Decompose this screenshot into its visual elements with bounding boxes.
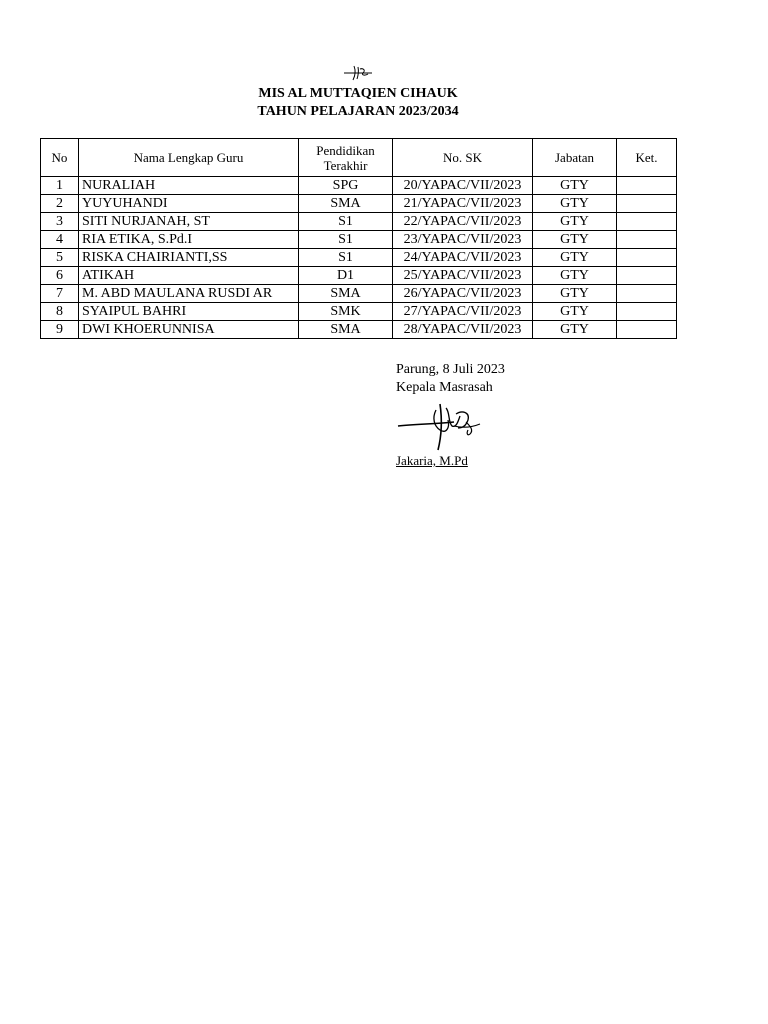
- cell-position: GTY: [533, 267, 617, 285]
- cell-education: SMK: [299, 303, 393, 321]
- cell-note: [617, 249, 677, 267]
- cell-name: YUYUHANDI: [79, 195, 299, 213]
- cell-no: 5: [41, 249, 79, 267]
- cell-position: GTY: [533, 213, 617, 231]
- cell-sk: 21/YAPAC/VII/2023: [393, 195, 533, 213]
- cell-note: [617, 267, 677, 285]
- header-education-line1: Pendidikan: [316, 142, 375, 158]
- cell-name: SYAIPUL BAHRI: [79, 303, 299, 321]
- cell-sk: 25/YAPAC/VII/2023: [393, 267, 533, 285]
- header-note: Ket.: [617, 139, 677, 177]
- cell-education: SMA: [299, 285, 393, 303]
- cell-education: SPG: [299, 177, 393, 195]
- cell-name: M. ABD MAULANA RUSDI AR: [79, 285, 299, 303]
- academic-year-title: TAHUN PELAJARAN 2023/2034: [257, 104, 459, 119]
- place-date: Parung, 8 Juli 2023: [396, 362, 505, 377]
- cell-note: [617, 321, 677, 339]
- cell-name: RIA ETIKA, S.Pd.I: [79, 231, 299, 249]
- cell-position: GTY: [533, 195, 617, 213]
- cell-note: [617, 177, 677, 195]
- cell-name: ATIKAH: [79, 267, 299, 285]
- cell-no: 2: [41, 195, 79, 213]
- school-title: MIS AL MUTTAQIEN CIHAUK: [258, 86, 458, 101]
- cell-no: 1: [41, 177, 79, 195]
- cell-position: GTY: [533, 231, 617, 249]
- table-row: [41, 249, 677, 267]
- cell-note: [617, 195, 677, 213]
- table-row: [41, 285, 677, 303]
- header-education: [299, 139, 393, 177]
- cell-name: DWI KHOERUNNISA: [79, 321, 299, 339]
- cell-no: 8: [41, 303, 79, 321]
- header-position: Jabatan: [533, 139, 617, 177]
- cell-name: NURALIAH: [79, 177, 299, 195]
- header-education-line2: Terakhir: [323, 157, 368, 173]
- cell-sk: 20/YAPAC/VII/2023: [393, 177, 533, 195]
- cell-sk: 22/YAPAC/VII/2023: [393, 213, 533, 231]
- cell-position: GTY: [533, 249, 617, 267]
- handwritten-mark: [342, 63, 374, 83]
- header-no: No: [41, 139, 79, 177]
- cell-sk: 26/YAPAC/VII/2023: [393, 285, 533, 303]
- table-row: [41, 267, 677, 285]
- cell-education: S1: [299, 249, 393, 267]
- signer-role: Kepala Masrasah: [396, 380, 493, 395]
- cell-education: SMA: [299, 195, 393, 213]
- table-row: [41, 213, 677, 231]
- cell-name: SITI NURJANAH, ST: [79, 213, 299, 231]
- cell-education: D1: [299, 267, 393, 285]
- signer-name: Jakaria, M.Pd: [396, 453, 468, 468]
- table-row: [41, 321, 677, 339]
- table-header-row: [41, 139, 677, 177]
- cell-position: GTY: [533, 303, 617, 321]
- cell-sk: 27/YAPAC/VII/2023: [393, 303, 533, 321]
- cell-position: GTY: [533, 177, 617, 195]
- cell-no: 4: [41, 231, 79, 249]
- cell-position: GTY: [533, 285, 617, 303]
- signature-block: [396, 361, 505, 397]
- table-row: [41, 177, 677, 195]
- handwritten-signature: [396, 400, 482, 452]
- cell-no: 9: [41, 321, 79, 339]
- cell-no: 6: [41, 267, 79, 285]
- header-sk: No. SK: [393, 139, 533, 177]
- cell-name: RISKA CHAIRIANTI,SS: [79, 249, 299, 267]
- cell-sk: 28/YAPAC/VII/2023: [393, 321, 533, 339]
- cell-education: SMA: [299, 321, 393, 339]
- table-row: [41, 303, 677, 321]
- cell-sk: 23/YAPAC/VII/2023: [393, 231, 533, 249]
- cell-education: S1: [299, 213, 393, 231]
- cell-no: 7: [41, 285, 79, 303]
- cell-position: GTY: [533, 321, 617, 339]
- cell-note: [617, 285, 677, 303]
- cell-note: [617, 231, 677, 249]
- cell-note: [617, 213, 677, 231]
- teacher-table: [40, 138, 677, 339]
- cell-note: [617, 303, 677, 321]
- cell-sk: 24/YAPAC/VII/2023: [393, 249, 533, 267]
- table-row: [41, 231, 677, 249]
- cell-education: S1: [299, 231, 393, 249]
- table-row: [41, 195, 677, 213]
- header-name: Nama Lengkap Guru: [79, 139, 299, 177]
- cell-no: 3: [41, 213, 79, 231]
